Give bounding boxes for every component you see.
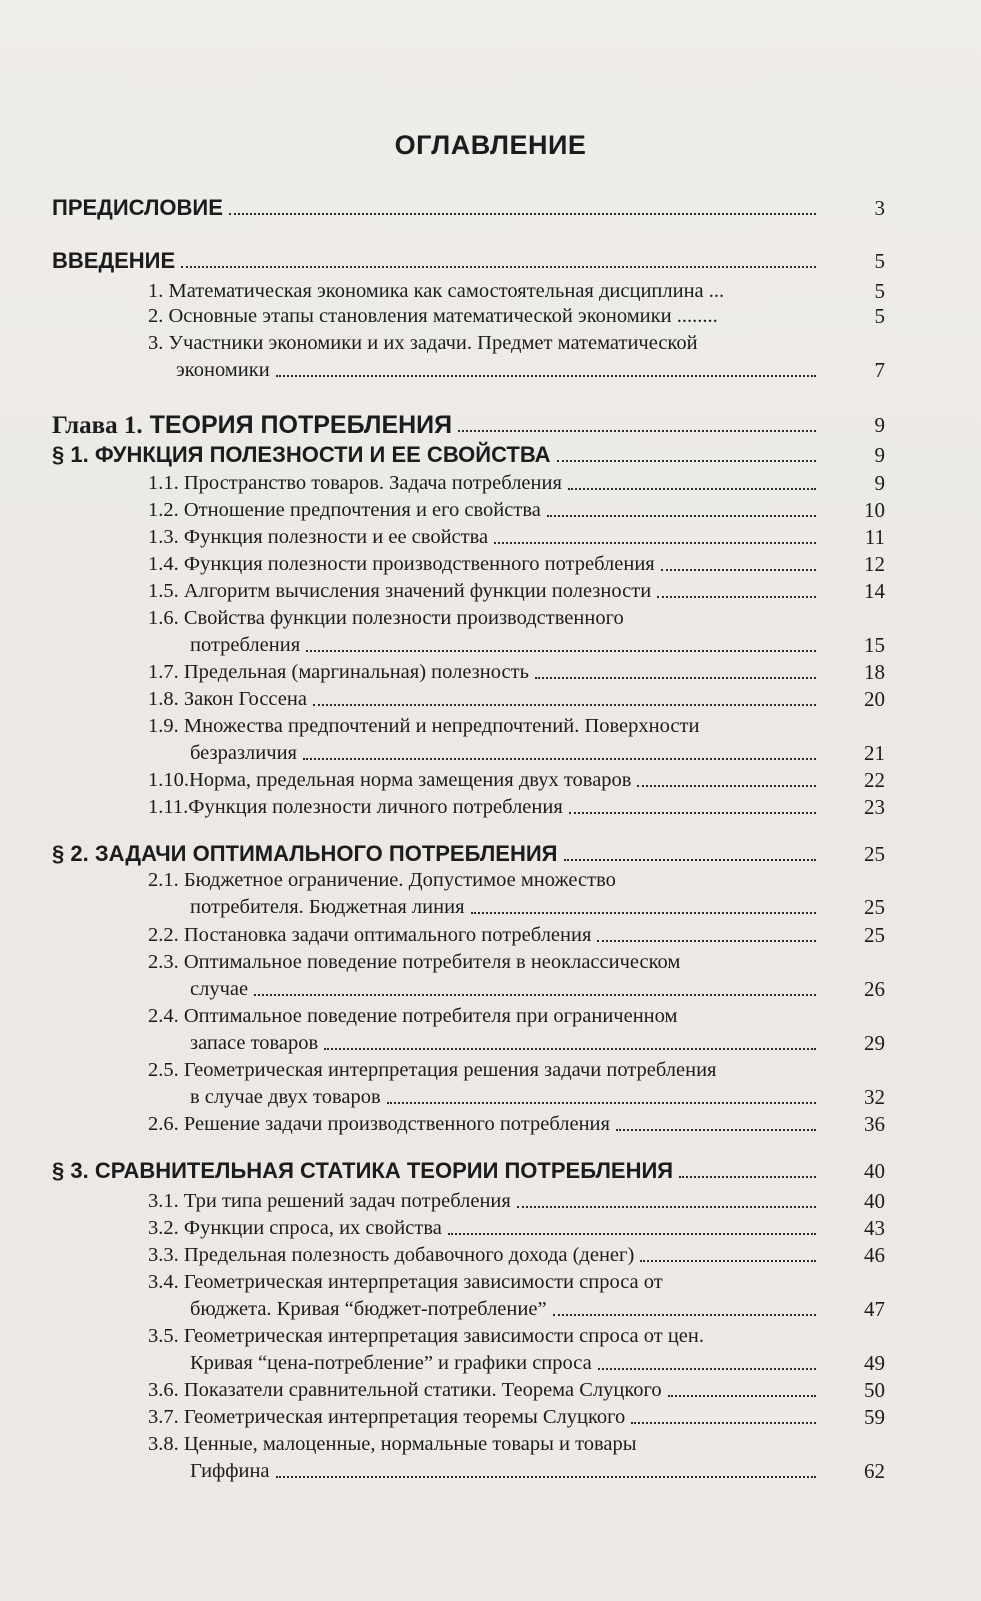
toc-entry[interactable] bbox=[0, 866, 981, 894]
toc-entry[interactable] bbox=[0, 793, 981, 821]
toc-entry[interactable] bbox=[0, 1322, 981, 1350]
toc-page-number: 9 bbox=[874, 471, 885, 495]
toc-entry-title bbox=[148, 1056, 717, 1084]
toc-page-number: 25 bbox=[864, 923, 885, 947]
item-title: Отношение предпочтения и его свойства bbox=[183, 499, 541, 521]
toc-page-number: 25 bbox=[864, 895, 885, 919]
toc-entry[interactable] bbox=[0, 577, 981, 605]
dot-leader bbox=[547, 515, 816, 517]
item-number: 3.1. bbox=[148, 1190, 179, 1212]
toc-entry-title bbox=[148, 685, 307, 713]
toc-entry-title bbox=[148, 1110, 610, 1138]
item-title: Бюджетное ограничение. Допустимое множество bbox=[183, 869, 616, 891]
dot-leader bbox=[303, 758, 816, 760]
toc-page-number: 5 bbox=[874, 304, 885, 328]
toc-entry-title-line2: экономики bbox=[176, 359, 270, 381]
toc-entry[interactable] bbox=[0, 712, 981, 740]
toc-page-number: 29 bbox=[864, 1031, 885, 1055]
item-title: Геометрическая интерпретация зависимости спроса от bbox=[183, 1271, 663, 1293]
item-number: 1.9. bbox=[148, 715, 179, 737]
dot-leader bbox=[448, 1233, 816, 1235]
toc-entry-title-line2: безразличия bbox=[190, 742, 297, 764]
dot-leader bbox=[535, 677, 816, 679]
item-number: 1.3. bbox=[148, 526, 179, 548]
item-title: Оптимальное поведение потребителя в неоклассическом bbox=[183, 951, 681, 973]
toc-entry[interactable] bbox=[0, 685, 981, 713]
dot-leader bbox=[471, 912, 816, 914]
toc-page-number: 10 bbox=[864, 498, 885, 522]
item-number: 1.5. bbox=[148, 580, 179, 602]
toc-entry-title bbox=[148, 1241, 634, 1269]
dot-leader bbox=[553, 1314, 816, 1316]
item-title: Закон Госсена bbox=[183, 688, 307, 710]
dot-leader bbox=[494, 542, 816, 544]
item-title: Три типа решений задач потребления bbox=[183, 1190, 511, 1212]
item-title: Функция полезности личного потребления bbox=[188, 796, 563, 818]
dot-leader bbox=[557, 460, 816, 462]
toc-entry-title bbox=[148, 1187, 511, 1215]
dot-leader bbox=[276, 1476, 816, 1478]
toc-entry[interactable] bbox=[0, 194, 981, 222]
chapter-number: Глава 1. bbox=[52, 412, 143, 439]
section-title: ПРЕДИСЛОВИЕ bbox=[52, 195, 223, 220]
item-number: 2.5. bbox=[148, 1059, 179, 1081]
item-title: Геометрическая интерпретация теоремы Слуцкого bbox=[183, 1406, 626, 1428]
item-title: Предельная полезность добавочного дохода (денег) bbox=[183, 1244, 635, 1266]
dot-leader bbox=[569, 812, 816, 814]
dot-leader bbox=[458, 430, 816, 432]
toc-page-number: 20 bbox=[864, 687, 885, 711]
toc-page-number: 7 bbox=[874, 358, 885, 382]
toc-entry-title-line2: Кривая “цена-потребление” и графики спроса bbox=[190, 1352, 592, 1374]
section-number: § 1. bbox=[52, 442, 89, 467]
item-title: Математическая экономика как самостоятельная дисциплина ... bbox=[168, 280, 725, 302]
toc-entry[interactable] bbox=[0, 441, 981, 469]
toc-entry[interactable] bbox=[0, 766, 981, 794]
toc-entry[interactable] bbox=[0, 921, 981, 949]
toc-page-number: 36 bbox=[864, 1112, 885, 1136]
toc-page-number: 43 bbox=[864, 1216, 885, 1240]
item-title: Предельная (маргинальная) полезность bbox=[183, 661, 529, 683]
toc-entry-title bbox=[52, 840, 558, 868]
toc-page-number: 49 bbox=[864, 1351, 885, 1375]
dot-leader bbox=[679, 1176, 816, 1178]
section-title: ЗАДАЧИ ОПТИМАЛЬНОГО ПОТРЕБЛЕНИЯ bbox=[94, 841, 558, 866]
toc-entry[interactable] bbox=[0, 1403, 981, 1431]
section-title: ВВЕДЕНИЕ bbox=[52, 248, 176, 273]
toc-page-number: 14 bbox=[864, 579, 885, 603]
toc-page-number: 59 bbox=[864, 1405, 885, 1429]
item-number: 1.1. bbox=[148, 472, 179, 494]
toc-entry[interactable] bbox=[0, 1376, 981, 1404]
toc-entry-title bbox=[148, 866, 616, 894]
item-number: 3. bbox=[148, 332, 164, 354]
dot-leader bbox=[324, 1048, 816, 1050]
toc-page-number: 15 bbox=[864, 633, 885, 657]
item-number: 2.4. bbox=[148, 1005, 179, 1027]
item-number: 2.3. bbox=[148, 951, 179, 973]
toc-entry-title bbox=[148, 604, 624, 632]
toc-entry-continuation[interactable] bbox=[0, 1083, 981, 1111]
toc-entry-title bbox=[148, 523, 488, 551]
toc-entry-title-line2: потребления bbox=[190, 634, 301, 656]
toc-entry-continuation[interactable] bbox=[0, 739, 981, 767]
toc-entry[interactable] bbox=[0, 1002, 981, 1030]
toc-page-number: 5 bbox=[874, 279, 885, 303]
toc-entry-title bbox=[148, 302, 718, 330]
item-title: Свойства функции полезности производственного bbox=[183, 607, 624, 629]
toc-entry-continuation[interactable] bbox=[0, 631, 981, 659]
item-title: Алгоритм вычисления значений функции полезности bbox=[183, 580, 652, 602]
dot-leader bbox=[668, 1395, 816, 1397]
toc-entry-continuation[interactable] bbox=[0, 1457, 981, 1485]
toc-entry-title bbox=[148, 550, 655, 578]
toc-entry-title bbox=[148, 793, 563, 821]
toc-entry-continuation[interactable] bbox=[0, 356, 981, 384]
toc-page-number: 32 bbox=[864, 1085, 885, 1109]
item-title: Участники экономики и их задачи. Предмет математической bbox=[168, 332, 698, 354]
section-number: § 3. bbox=[52, 1158, 89, 1183]
toc-page-number: 26 bbox=[864, 977, 885, 1001]
item-title: Оптимальное поведение потребителя при ограниченном bbox=[183, 1005, 678, 1027]
toc-entry-title bbox=[148, 1376, 662, 1404]
chapter-title: ТЕОРИЯ ПОТРЕБЛЕНИЯ bbox=[149, 411, 453, 439]
item-number: 3.7. bbox=[148, 1406, 179, 1428]
toc-page-number: 3 bbox=[874, 196, 885, 220]
toc-entry-title bbox=[52, 1157, 673, 1185]
toc-page-number: 50 bbox=[864, 1378, 885, 1402]
item-number: 2.1. bbox=[148, 869, 179, 891]
dot-leader bbox=[276, 375, 816, 377]
toc-entry[interactable] bbox=[0, 948, 981, 976]
toc-entry-title-line2: в случае двух товаров bbox=[190, 1086, 381, 1108]
dot-leader bbox=[640, 1260, 816, 1262]
toc-entry[interactable] bbox=[0, 469, 981, 497]
toc-entry[interactable] bbox=[0, 1056, 981, 1084]
toc-entry[interactable] bbox=[0, 1430, 981, 1458]
toc-page-number: 40 bbox=[864, 1189, 885, 1213]
toc-entry-title-line2: бюджета. Кривая “бюджет-потребление” bbox=[190, 1298, 547, 1320]
toc-page-number: 12 bbox=[864, 552, 885, 576]
item-number: 1.4. bbox=[148, 553, 179, 575]
toc-entry-title bbox=[148, 1002, 677, 1030]
section-title: СРАВНИТЕЛЬНАЯ СТАТИКА ТЕОРИИ ПОТРЕБЛЕНИЯ bbox=[94, 1158, 674, 1183]
section-title: ФУНКЦИЯ ПОЛЕЗНОСТИ И ЕЕ СВОЙСТВА bbox=[94, 442, 551, 467]
item-number: 3.8. bbox=[148, 1433, 179, 1455]
item-title: Норма, предельная норма замещения двух товаров bbox=[189, 769, 632, 791]
item-number: 1.2. bbox=[148, 499, 179, 521]
toc-entry[interactable] bbox=[0, 1241, 981, 1269]
dot-leader bbox=[616, 1129, 816, 1131]
item-title: Функция полезности производственного потребления bbox=[183, 553, 655, 575]
item-number: 1.10. bbox=[148, 769, 189, 791]
toc-entry-continuation[interactable] bbox=[0, 1295, 981, 1323]
toc-page-number: 46 bbox=[864, 1243, 885, 1267]
toc-page-number: 47 bbox=[864, 1297, 885, 1321]
dot-leader bbox=[517, 1206, 816, 1208]
dot-leader bbox=[637, 785, 816, 787]
item-title: Множества предпочтений и непредпочтений. Поверхности bbox=[183, 715, 700, 737]
toc-entry-title-line2: случае bbox=[190, 978, 249, 1000]
item-title: Геометрическая интерпретация решения задачи потребления bbox=[183, 1059, 717, 1081]
toc-page-number: 11 bbox=[864, 525, 885, 549]
dot-leader bbox=[313, 704, 816, 706]
toc-entry-title bbox=[52, 194, 223, 222]
toc-entry-title bbox=[148, 277, 724, 305]
dot-leader bbox=[597, 940, 816, 942]
dot-leader bbox=[598, 1368, 816, 1370]
toc-entry-title bbox=[148, 1430, 637, 1458]
item-number: 1.7. bbox=[148, 661, 179, 683]
toc-entry-title bbox=[148, 921, 591, 949]
toc-entry[interactable] bbox=[0, 302, 981, 330]
toc-entry[interactable] bbox=[0, 840, 981, 868]
item-number: 1.11. bbox=[148, 796, 189, 818]
toc-entry-title bbox=[148, 712, 699, 740]
toc-entry-title bbox=[148, 577, 651, 605]
dot-leader bbox=[306, 650, 816, 652]
item-title: Пространство товаров. Задача потребления bbox=[183, 472, 562, 494]
toc-entry-title-line2: потребителя. Бюджетная линия bbox=[190, 896, 465, 918]
item-number: 1. bbox=[148, 280, 164, 302]
toc-entry[interactable] bbox=[0, 247, 981, 275]
toc-entry[interactable] bbox=[0, 1214, 981, 1242]
toc-entry-continuation[interactable] bbox=[0, 893, 981, 921]
toc-page-number: 9 bbox=[874, 443, 885, 467]
toc-entry[interactable] bbox=[0, 1110, 981, 1138]
toc-entry[interactable] bbox=[0, 329, 981, 357]
toc-entry-continuation[interactable] bbox=[0, 1349, 981, 1377]
item-number: 2. bbox=[148, 305, 164, 327]
toc-page-number: 25 bbox=[864, 842, 885, 866]
toc-entry-title bbox=[148, 948, 680, 976]
toc-entry-title bbox=[148, 1322, 704, 1350]
dot-leader bbox=[564, 859, 816, 861]
toc-entry-continuation[interactable] bbox=[0, 1029, 981, 1057]
item-number: 3.6. bbox=[148, 1379, 179, 1401]
item-number: 3.3. bbox=[148, 1244, 179, 1266]
toc-page-number: 22 bbox=[864, 768, 885, 792]
toc-page-number: 21 bbox=[864, 741, 885, 765]
toc-entry-title bbox=[52, 247, 175, 275]
item-number: 3.5. bbox=[148, 1325, 179, 1347]
item-title: Основные этапы становления математической экономики ........ bbox=[168, 305, 718, 327]
toc-entry-title bbox=[148, 1268, 663, 1296]
toc-page-number: 23 bbox=[864, 795, 885, 819]
toc-entry[interactable] bbox=[0, 1268, 981, 1296]
toc-entry-title-line2: запасе товаров bbox=[190, 1032, 319, 1054]
dot-leader bbox=[661, 569, 816, 571]
toc-entry-continuation[interactable] bbox=[0, 975, 981, 1003]
dot-leader bbox=[631, 1422, 816, 1424]
toc-entry[interactable] bbox=[0, 496, 981, 524]
item-number: 2.2. bbox=[148, 924, 179, 946]
item-number: 3.4. bbox=[148, 1271, 179, 1293]
toc-entry[interactable] bbox=[0, 1187, 981, 1215]
dot-leader bbox=[387, 1102, 816, 1104]
toc-entry-title bbox=[148, 496, 541, 524]
toc-entry-title-line2: Гиффина bbox=[190, 1460, 270, 1482]
page-title: ОГЛАВЛЕНИЕ bbox=[394, 130, 587, 160]
toc-entry-title bbox=[148, 469, 562, 497]
toc-entry-title bbox=[52, 411, 452, 440]
item-number: 2.6. bbox=[148, 1113, 179, 1135]
dot-leader bbox=[229, 213, 816, 215]
toc-entry-title bbox=[148, 1403, 625, 1431]
toc-entry[interactable] bbox=[0, 1157, 981, 1185]
item-number: 1.8. bbox=[148, 688, 179, 710]
dot-leader bbox=[181, 266, 816, 268]
item-title: Функции спроса, их свойства bbox=[183, 1217, 442, 1239]
toc-entry[interactable] bbox=[0, 550, 981, 578]
dot-leader bbox=[568, 488, 816, 490]
toc-page-number: 40 bbox=[864, 1159, 885, 1183]
toc-entry[interactable] bbox=[0, 411, 981, 439]
item-title: Решение задачи производственного потребления bbox=[183, 1113, 610, 1135]
item-number: 3.2. bbox=[148, 1217, 179, 1239]
section-number: § 2. bbox=[52, 841, 89, 866]
item-number: 1.6. bbox=[148, 607, 179, 629]
toc-entry[interactable] bbox=[0, 658, 981, 686]
item-title: Функция полезности и ее свойства bbox=[183, 526, 489, 548]
toc-page-number: 9 bbox=[874, 413, 885, 437]
toc-entry-title bbox=[52, 441, 551, 469]
item-title: Ценные, малоценные, нормальные товары и товары bbox=[183, 1433, 637, 1455]
toc-page-number: 5 bbox=[874, 249, 885, 273]
toc-entry-title bbox=[148, 329, 698, 357]
dot-leader bbox=[254, 994, 816, 996]
toc-entry-title bbox=[148, 1214, 442, 1242]
item-title: Геометрическая интерпретация зависимости спроса от цен. bbox=[183, 1325, 705, 1347]
toc-page-number: 18 bbox=[864, 660, 885, 684]
toc-entry-title bbox=[148, 766, 631, 794]
toc-entry[interactable] bbox=[0, 523, 981, 551]
toc-page-number: 62 bbox=[864, 1459, 885, 1483]
toc-entry[interactable] bbox=[0, 277, 981, 305]
toc-entry-title bbox=[148, 658, 529, 686]
toc-entry[interactable] bbox=[0, 604, 981, 632]
item-title: Постановка задачи оптимального потребления bbox=[183, 924, 592, 946]
dot-leader bbox=[657, 596, 816, 598]
item-title: Показатели сравнительной статики. Теорема Слуцкого bbox=[183, 1379, 662, 1401]
